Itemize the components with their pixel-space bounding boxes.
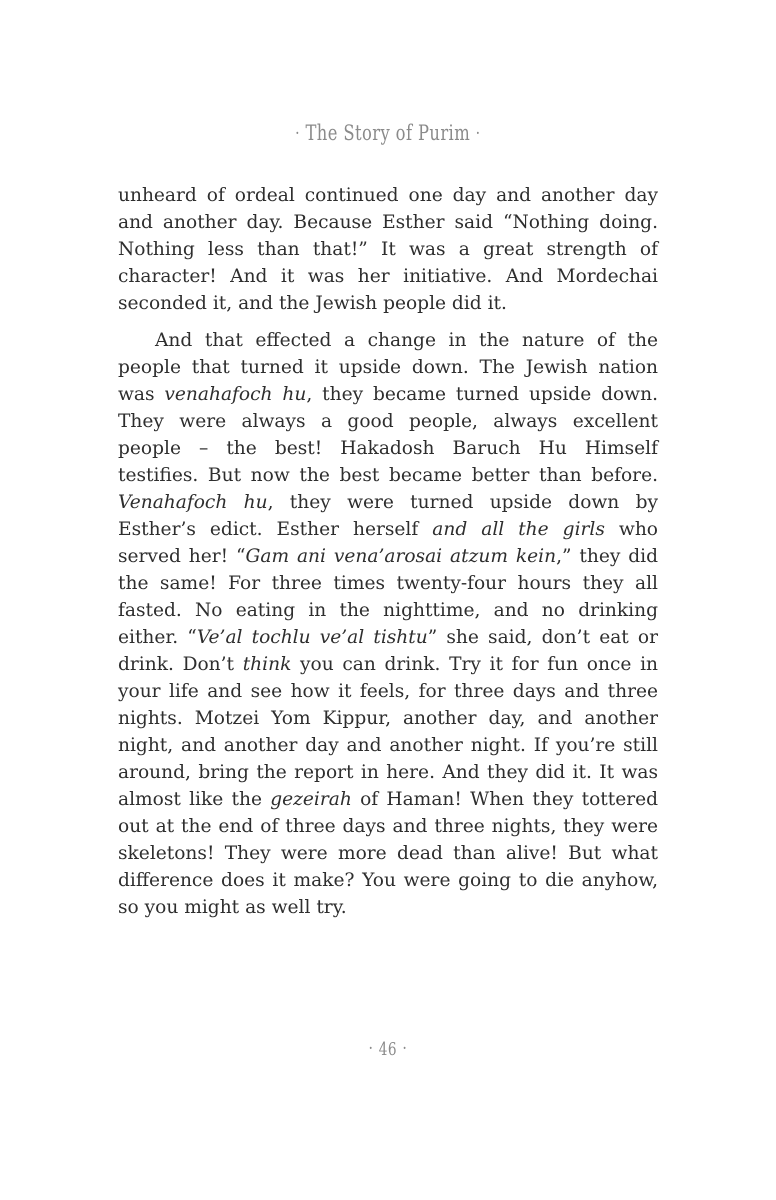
running-header: [0, 121, 776, 147]
text-run: , they became turned upside down. They were always a good people, always excellent people – the best! Hakadosh Baruch Hu Himself testifies. But now the best became better than before.: [118, 384, 658, 486]
text-run: And that effected a change in the nature of the people that turned it upside down. The Jewish nation was: [118, 330, 658, 405]
text-run: Ve’al tochlu ve’al tishtu: [196, 627, 428, 648]
footer-ornament-right: ·: [402, 1038, 408, 1059]
text-run: and all the girls: [432, 519, 605, 540]
paragraph: [118, 182, 658, 317]
paragraph: [118, 327, 658, 921]
chapter-title: The Story of Purim: [305, 121, 471, 145]
text-run: gezeirah: [270, 789, 352, 810]
text-run: Venahafoch hu: [118, 492, 268, 513]
text-run: ” she said, don’t eat or drink. Don’t: [118, 627, 658, 675]
text-run: you can drink. Try it for fun once in your life and see how it feels, for three days and three nights. Motzei Yom Kippur, another day, and another night, and another day and another night. If you’re still around, bring the report in here. And they did it. It was almost like the: [118, 654, 658, 810]
text-run: of Haman! When they tottered out at the end of three days and three nights, they were skeletons! They were more dead than alive! But what difference does it make? You were going to die anyhow, so you might as well try.: [118, 789, 659, 918]
footer-ornament-left: ·: [368, 1038, 374, 1059]
header-ornament-left: ·: [295, 123, 301, 144]
header-ornament-right: ·: [475, 123, 481, 144]
text-run: Gam ani vena’arosai atzum kein: [245, 546, 557, 567]
text-run: venahafoch hu: [164, 384, 307, 405]
page-number: 46: [378, 1040, 398, 1060]
text-run: , they were turned upside down by Esther’s edict. Esther herself: [118, 492, 658, 540]
running-header-text: [290, 121, 486, 147]
page-footer: [0, 1039, 776, 1061]
text-run: unheard of ordeal continued one day and another day and another day. Because Esther said “Nothing doing. Nothing less than that!” It was a great strength of character! And it was her initiative. And Mordechai seconded it, and the Jewish people did it.: [118, 185, 658, 314]
text-run: ,” they did the same! For three times twenty-four hours they all fasted. No eating in the nighttime, and no drinking either. “: [118, 546, 658, 648]
text-run: who served her! “: [118, 519, 658, 567]
folio-text: [363, 1039, 413, 1061]
text-run: think: [242, 654, 292, 675]
body-text-block: [118, 182, 658, 931]
